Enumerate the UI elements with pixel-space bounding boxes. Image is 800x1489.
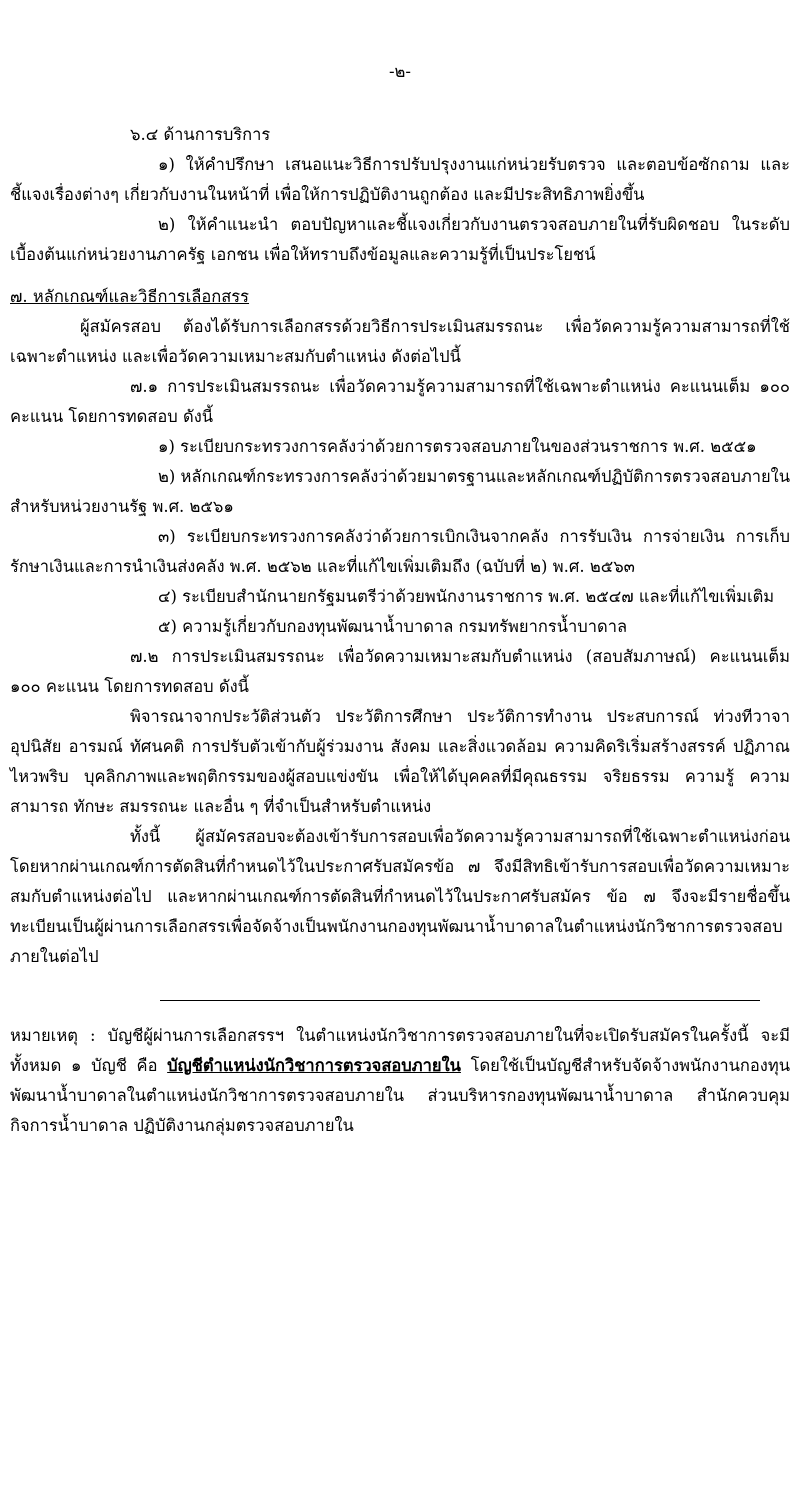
divider-line <box>160 1000 760 1001</box>
section-7-1-item: ๔) ระเบียบสำนักนายกรัฐมนตรีว่าด้วยพนักงานราชการ พ.ศ. ๒๕๔๗ และที่แก้ไขเพิ่มเติม <box>158 587 775 606</box>
page-number: -๒- <box>388 62 412 81</box>
section-7-1-item: ๕) ความรู้เกี่ยวกับกองทุนพัฒนาน้ำบาดาล กรมทรัพยากรน้ำบาดาล <box>158 617 628 636</box>
section-7-intro: ผู้สมัครสอบ ต้องได้รับการเลือกสรรด้วยวิธีการประเมินสมรรถนะ เพื่อวัดความรู้ความสามารถที่ใช้เฉพาะตำแหน่ง และเพื่อวัดความเหมาะสมกับตำแหน่ง ดังต่อไปนี้ <box>10 317 790 366</box>
document-body <box>10 120 790 1141</box>
section-7-2-title: ๗.๒ การประเมินสมรรถนะ เพื่อวัดความเหมาะสมกับตำแหน่ง (สอบสัมภาษณ์) คะแนนเต็ม ๑๐๐ คะแนน โดยการทดสอบ ดังนี้ <box>10 647 790 696</box>
section-7-1-title: ๗.๑ การประเมินสมรรถนะ เพื่อวัดความรู้ความสามารถที่ใช้เฉพาะตำแหน่ง คะแนนเต็ม ๑๐๐ คะแนน โดยการทดสอบ ดังนี้ <box>10 377 790 426</box>
section-7-1-item: ๓) ระเบียบกระทรวงการคลังว่าด้วยการเบิกเงินจากคลัง การรับเงิน การจ่ายเงิน การเก็บรักษาเงินและการนำเงินส่งคลัง พ.ศ. ๒๕๖๒ และที่แก้ไขเพิ่มเติมถึง (ฉบับที่ ๒) พ.ศ. ๒๕๖๓ <box>10 527 790 576</box>
section-7-closing: ทั้งนี้ ผู้สมัครสอบจะต้องเข้ารับการสอบเพื่อวัดความรู้ความสามารถที่ใช้เฉพาะตำแหน่งก่อน โดยหากผ่านเกณฑ์การตัดสินที่กำหนดไว้ในประกาศรับสมัครข้อ ๗ จึงมีสิทธิเข้ารับการสอบเพื่อวัดความเหมาะสมกับตำแหน่งต่อไป และหากผ่านเกณฑ์การตัดสินที่กำหนดไว้ในประกาศรับสมัคร ข้อ ๗ จึงจะมีรายชื่อขึ้นทะเบียนเป็นผู้ผ่านการเลือกสรรเพื่อจัดจ้างเป็นพนักงานกองทุนพัฒนาน้ำบาดาลในตำแหน่งนักวิชาการตรวจสอบภายในต่อไป <box>10 827 790 966</box>
section-6-4-item-1: ๑) ให้คำปรึกษา เสนอแนะวิธีการปรับปรุงงานแก่หน่วยรับตรวจ และตอบข้อซักถาม และชี้แจงเรื่องต่างๆ เกี่ยวกับงานในหน้าที่ เพื่อให้การปฏิบัติงานถูกต้อง และมีประสิทธิภาพยิ่งขึ้น <box>10 155 790 204</box>
section-6-4-heading: ๖.๔ ด้านการบริการ <box>130 125 271 144</box>
section-7-1-item: ๑) ระเบียบกระทรวงการคลังว่าด้วยการตรวจสอบภายในของส่วนราชการ พ.ศ. ๒๕๕๑ <box>158 437 757 456</box>
remark-underlined-account: บัญชีตำแหน่งนักวิชาการตรวจสอบภายใน <box>167 1056 461 1075</box>
section-7-2-body: พิจารณาจากประวัติส่วนตัว ประวัติการศึกษา ประวัติการทำงาน ประสบการณ์ ท่วงทีวาจา อุปนิสัย อารมณ์ ทัศนคติ การปรับตัวเข้ากับผู้ร่วมงาน สังคม และสิ่งแวดล้อม ความคิดริเริ่มสร้างสรรค์ ปฏิภาณไหวพริบ บุคลิกภาพและพฤติกรรมของผู้สอบแข่งขัน เพื่อให้ได้บุคคลที่มีคุณธรรม จริยธรรม ความรู้ ความสามารถ ทักษะ สมรรถนะ และอื่น ๆ ที่จำเป็นสำหรับตำแหน่ง <box>10 707 790 816</box>
section-7-heading: ๗. หลักเกณฑ์และวิธีการเลือกสรร <box>10 287 250 306</box>
section-6-4-item-2: ๒) ให้คำแนะนำ ตอบปัญหาและชี้แจงเกี่ยวกับงานตรวจสอบภายในที่รับผิดชอบ ในระดับเบื้องต้นแก่หน่วยงานภาครัฐ เอกชน เพื่อให้ทราบถึงข้อมูลและความรู้ที่เป็นประโยชน์ <box>10 215 790 264</box>
remark-text-before: หมายเหตุ : บัญชีผู้ผ่านการเลือกสรรฯ ในตำแหน่งนักวิชาการตรวจสอบภายในที่จะเปิดรับสมัครในครั้งนี้ จะมีทั้งหมด ๑ บัญชี คือ <box>10 1026 790 1075</box>
remark-note <box>10 1021 790 1141</box>
section-7-1-item: ๒) หลักเกณฑ์กระทรวงการคลังว่าด้วยมาตรฐานและหลักเกณฑ์ปฏิบัติการตรวจสอบภายใน สำหรับหน่วยงานรัฐ พ.ศ. ๒๕๖๑ <box>10 467 791 516</box>
remark-text-after: โดยใช้เป็นบัญชีสำหรับจัดจ้างพนักงานกองทุนพัฒนาน้ำบาดาลในตำแหน่งนักวิชาการตรวจสอบภายใน ส่วนบริหารกองทุนพัฒนาน้ำบาดาล สำนักควบคุมกิจการน้ำบาดาล ปฏิบัติงานกลุ่มตรวจสอบภายใน <box>10 1056 790 1135</box>
